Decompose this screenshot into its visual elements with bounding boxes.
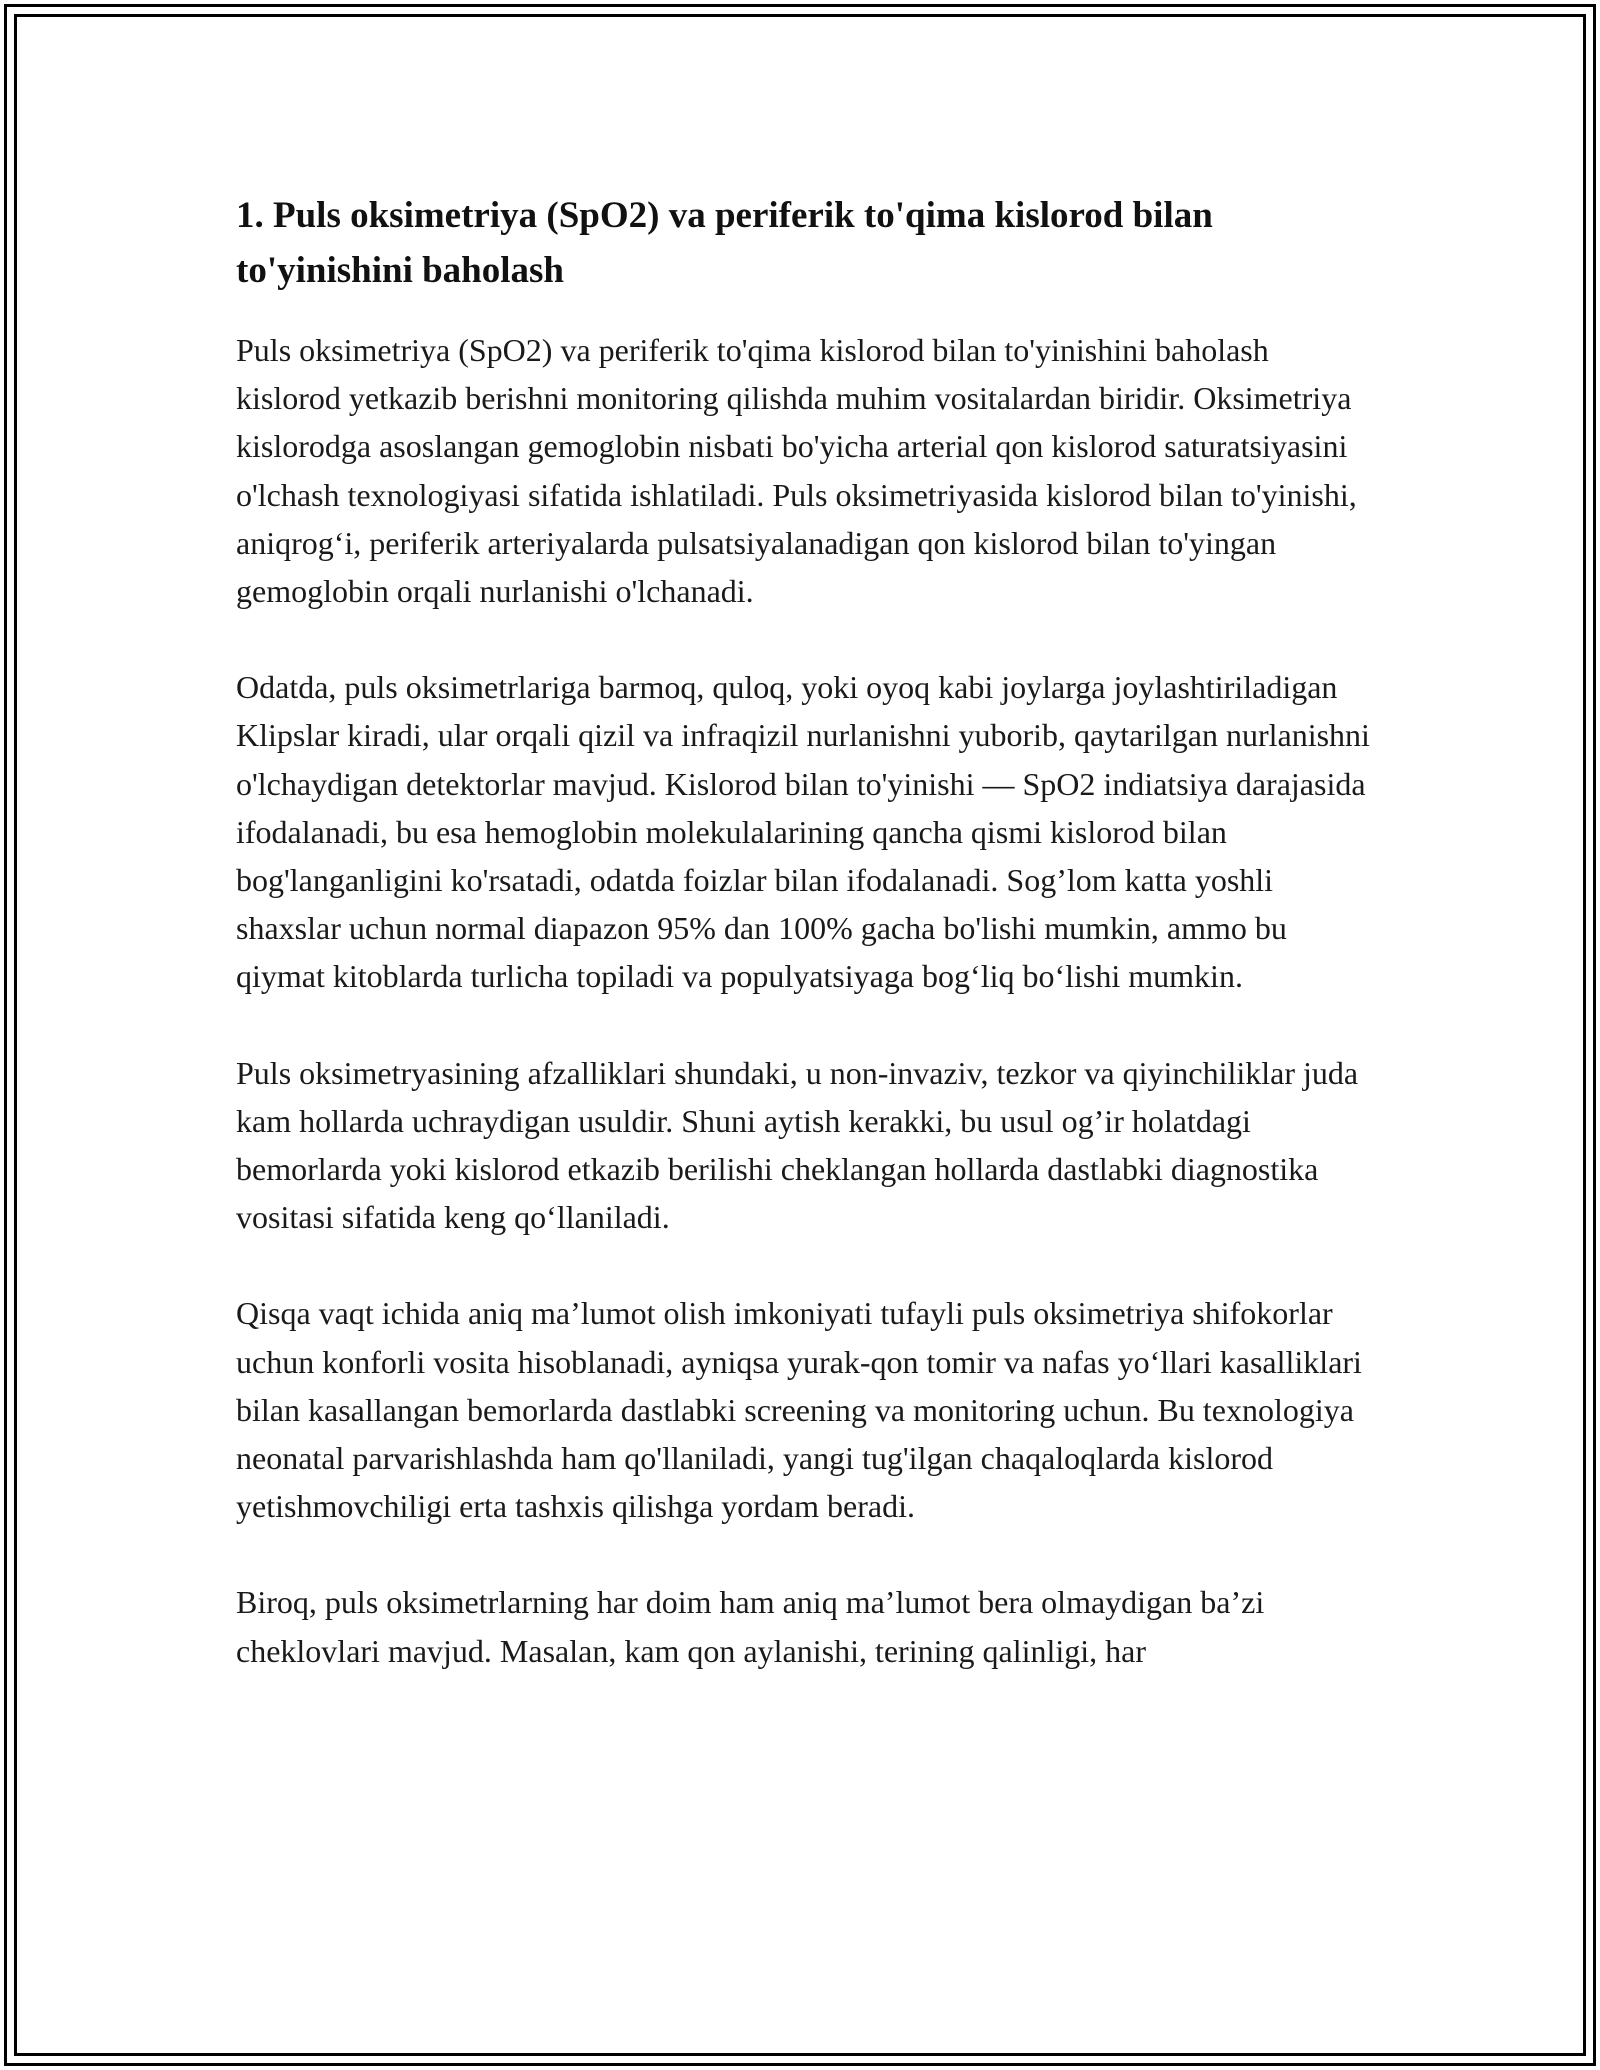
section-heading: 1. Puls oksimetriya (SpO2) va periferik to'qima kislorod bilan to'yinishini baholash: [236, 195, 1213, 291]
paragraph-intro: Puls oksimetriya (SpO2) va periferik to'qima kislorod bilan to'yinishini baholash kislorod yetkazib berishni monitoring qilishda muhim vositalardan biridir. Oksimetriya kislorodga asoslangan gemoglobin nisbati bo'yicha arterial qon kislorod saturatsiyasini o'lchash texnologiyasi sifatida ishlatiladi. Puls oksimetriyasida kislorod bilan to'yinishi, aniqrog‘i, periferik arteriyalarda pulsatsiyalanadigan qon kislorod bilan to'yingan gemoglobin orqali nurlanishi o'lchanadi.: [236, 332, 1357, 610]
document-body: [236, 188, 1372, 1723]
paragraph-devices: Odatda, puls oksimetrlariga barmoq, quloq, yoki oyoq kabi joylarga joylashtiriladigan Klipslar kiradi, ular orqali qizil va infraqizil nurlanishni yuborib, qaytarilgan nurlanishni o'lchaydigan detektorlar mavjud. Kislorod bilan to'yinishi — SpO2 indiatsiya darajasida ifodalanadi, bu esa hemoglobin molekulalarining qancha qismi kislorod bilan bog'langanligini ko'rsatadi, odatda foizlar bilan ifodalanadi. Sog’lom katta yoshli shaxslar uchun normal diapazon 95% dan 100% gacha bo'lishi mumkin, ammo bu qiymat kitoblarda turlicha topiladi va populyatsiyaga bog‘liq bo‘lishi mumkin.: [236, 669, 1370, 995]
paragraph-advantages: Puls oksimetryasining afzalliklari shundaki, u non-invaziv, tezkor va qiyinchiliklar juda kam hollarda uchraydigan usuldir. Shuni aytish kerakki, bu usul og’ir holatdagi bemorlarda yoki kislorod etkazib berilishi cheklangan hollarda dastlabki diagnostika vositasi sifatida keng qo‘llaniladi.: [236, 1054, 1359, 1236]
paragraph-clinical-use: Qisqa vaqt ichida aniq ma’lumot olish imkoniyati tufayli puls oksimetriya shifokorlar uchun konforli vosita hisoblanadi, ayniqsa yurak-qon tomir va nafas yo‘llari kasalliklari bilan kasallangan bemorlarda dastlabki screening va monitoring uchun. Bu texnologiya neonatal parvarishlashda ham qo'llaniladi, yangi tug'ilgan chaqaloqlarda kislorod yetishmovchiligi erta tashxis qilishga yordam beradi.: [236, 1295, 1362, 1525]
paragraph-limitations: Biroq, puls oksimetrlarning har doim ham aniq ma’lumot bera olmaydigan ba’zi cheklovlari mavjud. Masalan, kam qon aylanishi, terining qalinligi, har: [236, 1584, 1265, 1669]
